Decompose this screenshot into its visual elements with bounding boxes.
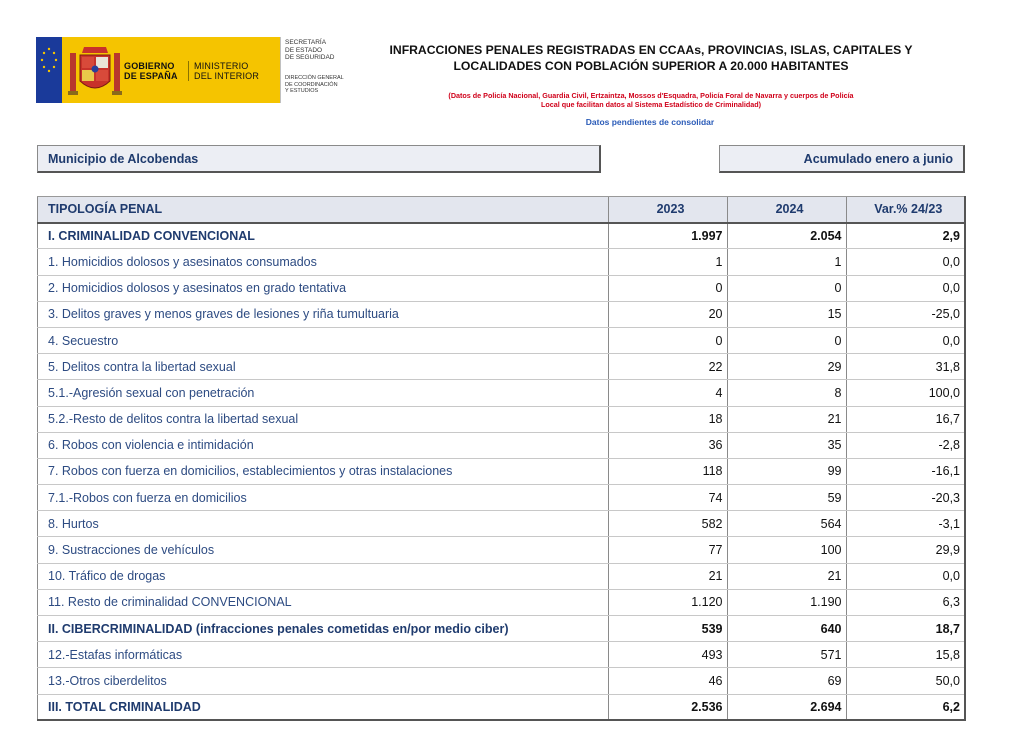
row-value-2023: 74: [608, 485, 727, 511]
row-value-2023: 1.997: [608, 223, 727, 249]
table-row: [38, 511, 966, 537]
pending-note: Datos pendientes de consolidar: [585, 117, 715, 127]
direccion-text: DIRECCIÓN GENERAL DE COORDINACIÓN Y ESTUDIOS: [285, 75, 344, 94]
row-label: 6. Robos con violencia e intimidación: [38, 432, 609, 458]
table-row: [38, 301, 966, 327]
ministerio-text: MINISTERIO DEL INTERIOR: [188, 61, 259, 81]
table-row: [38, 485, 966, 511]
eu-flag-icon: [36, 37, 62, 103]
secretaria-text: SECRETARÍA DE ESTADO DE SEGURIDAD: [285, 39, 335, 61]
row-value-var: 31,8: [846, 354, 965, 380]
row-label: 7.1.-Robos con fuerza en domicilios: [38, 485, 609, 511]
row-value-2024: 564: [727, 511, 846, 537]
row-value-2024: 35: [727, 432, 846, 458]
row-label: II. CIBERCRIMINALIDAD (infracciones penales cometidas en/por medio ciber): [38, 616, 609, 642]
row-value-2023: 118: [608, 458, 727, 484]
row-value-2024: 1: [727, 249, 846, 275]
row-value-2024: 15: [727, 301, 846, 327]
table-row: [38, 249, 966, 275]
row-value-var: 16,7: [846, 406, 965, 432]
row-label: 13.-Otros ciberdelitos: [38, 668, 609, 694]
row-label: 10. Tráfico de drogas: [38, 563, 609, 589]
row-value-2024: 29: [727, 354, 846, 380]
row-value-2023: 4: [608, 380, 727, 406]
row-value-2023: 493: [608, 642, 727, 668]
municipio-box: Municipio de Alcobendas: [37, 145, 601, 173]
row-label: 7. Robos con fuerza en domicilios, establecimientos y otras instalaciones: [38, 458, 609, 484]
row-label: III. TOTAL CRIMINALIDAD: [38, 694, 609, 720]
gobierno-text: GOBIERNO DE ESPAÑA: [124, 61, 178, 81]
row-value-var: 15,8: [846, 642, 965, 668]
row-value-var: 6,2: [846, 694, 965, 720]
table-row: [38, 406, 966, 432]
row-value-var: 100,0: [846, 380, 965, 406]
col-header-2023: 2023: [608, 197, 727, 223]
row-value-2024: 69: [727, 668, 846, 694]
secretaria-box: [280, 37, 360, 103]
row-label: 5.1.-Agresión sexual con penetración: [38, 380, 609, 406]
row-value-2023: 1: [608, 249, 727, 275]
row-value-var: -25,0: [846, 301, 965, 327]
row-label: 12.-Estafas informáticas: [38, 642, 609, 668]
row-value-var: 2,9: [846, 223, 965, 249]
col-header-2024: 2024: [727, 197, 846, 223]
row-value-var: 6,3: [846, 589, 965, 615]
row-value-var: 0,0: [846, 275, 965, 301]
coat-of-arms-icon: [68, 41, 122, 99]
row-value-2023: 0: [608, 275, 727, 301]
row-value-2023: 46: [608, 668, 727, 694]
row-label: 1. Homicidios dolosos y asesinatos consumados: [38, 249, 609, 275]
row-label: 9. Sustracciones de vehículos: [38, 537, 609, 563]
row-value-2023: 1.120: [608, 589, 727, 615]
row-label: 3. Delitos graves y menos graves de lesiones y riña tumultuaria: [38, 301, 609, 327]
row-value-2023: 2.536: [608, 694, 727, 720]
row-value-var: -16,1: [846, 458, 965, 484]
table-row: [38, 354, 966, 380]
row-value-2024: 21: [727, 406, 846, 432]
row-label: 5.2.-Resto de delitos contra la libertad sexual: [38, 406, 609, 432]
report-title: INFRACCIONES PENALES REGISTRADAS EN CCAAs, PROVINCIAS, ISLAS, CAPITALES Y LOCALIDADES CON POBLACIÓN SUPERIOR A 20.000 HABITANTES: [389, 43, 913, 73]
row-value-2024: 2.054: [727, 223, 846, 249]
row-label: 11. Resto de criminalidad CONVENCIONAL: [38, 589, 609, 615]
row-value-2023: 0: [608, 327, 727, 353]
report-subtitle: (Datos de Policía Nacional, Guardia Civil, Ertzaintza, Mossos d'Esquadra, Policía Foral de Navarra y cuerpos de Policía Local que facilitan datos al Sistema Estadístico de Criminalidad): [448, 91, 854, 109]
table-row: [38, 642, 966, 668]
row-value-2023: 36: [608, 432, 727, 458]
row-value-2024: 21: [727, 563, 846, 589]
table-row: [38, 537, 966, 563]
table-row: [38, 668, 966, 694]
row-value-2024: 8: [727, 380, 846, 406]
row-value-2024: 99: [727, 458, 846, 484]
row-value-var: 18,7: [846, 616, 965, 642]
row-value-2023: 18: [608, 406, 727, 432]
table-row: [38, 223, 966, 249]
table-row: [38, 275, 966, 301]
row-value-var: -2,8: [846, 432, 965, 458]
row-value-2023: 22: [608, 354, 727, 380]
row-value-2024: 571: [727, 642, 846, 668]
table-row: [38, 563, 966, 589]
row-value-var: 29,9: [846, 537, 965, 563]
row-value-var: 0,0: [846, 249, 965, 275]
row-value-2024: 0: [727, 275, 846, 301]
gobierno-logo: [36, 37, 344, 103]
row-value-2023: 21: [608, 563, 727, 589]
row-value-2024: 59: [727, 485, 846, 511]
row-value-2023: 77: [608, 537, 727, 563]
row-value-2024: 2.694: [727, 694, 846, 720]
table-row: [38, 432, 966, 458]
table-header-row: [38, 197, 966, 223]
row-value-2023: 582: [608, 511, 727, 537]
table-row: [38, 616, 966, 642]
row-value-var: -20,3: [846, 485, 965, 511]
row-value-var: 50,0: [846, 668, 965, 694]
crime-table: [37, 196, 966, 721]
row-value-var: -3,1: [846, 511, 965, 537]
row-label: 5. Delitos contra la libertad sexual: [38, 354, 609, 380]
table-body: [38, 223, 966, 721]
row-value-var: 0,0: [846, 327, 965, 353]
table-row: [38, 694, 966, 720]
periodo-box: Acumulado enero a junio: [719, 145, 965, 173]
row-value-2023: 20: [608, 301, 727, 327]
row-value-2024: 0: [727, 327, 846, 353]
row-label: 2. Homicidios dolosos y asesinatos en grado tentativa: [38, 275, 609, 301]
row-label: I. CRIMINALIDAD CONVENCIONAL: [38, 223, 609, 249]
table-row: [38, 327, 966, 353]
row-value-2023: 539: [608, 616, 727, 642]
table-row: [38, 380, 966, 406]
row-value-2024: 640: [727, 616, 846, 642]
row-value-var: 0,0: [846, 563, 965, 589]
table-row: [38, 589, 966, 615]
row-label: 8. Hurtos: [38, 511, 609, 537]
row-value-2024: 100: [727, 537, 846, 563]
logo-yellow-band: [62, 37, 344, 103]
col-header-tipologia: TIPOLOGÍA PENAL: [38, 197, 609, 223]
table-row: [38, 458, 966, 484]
col-header-var: Var.% 24/23: [846, 197, 965, 223]
row-label: 4. Secuestro: [38, 327, 609, 353]
row-value-2024: 1.190: [727, 589, 846, 615]
